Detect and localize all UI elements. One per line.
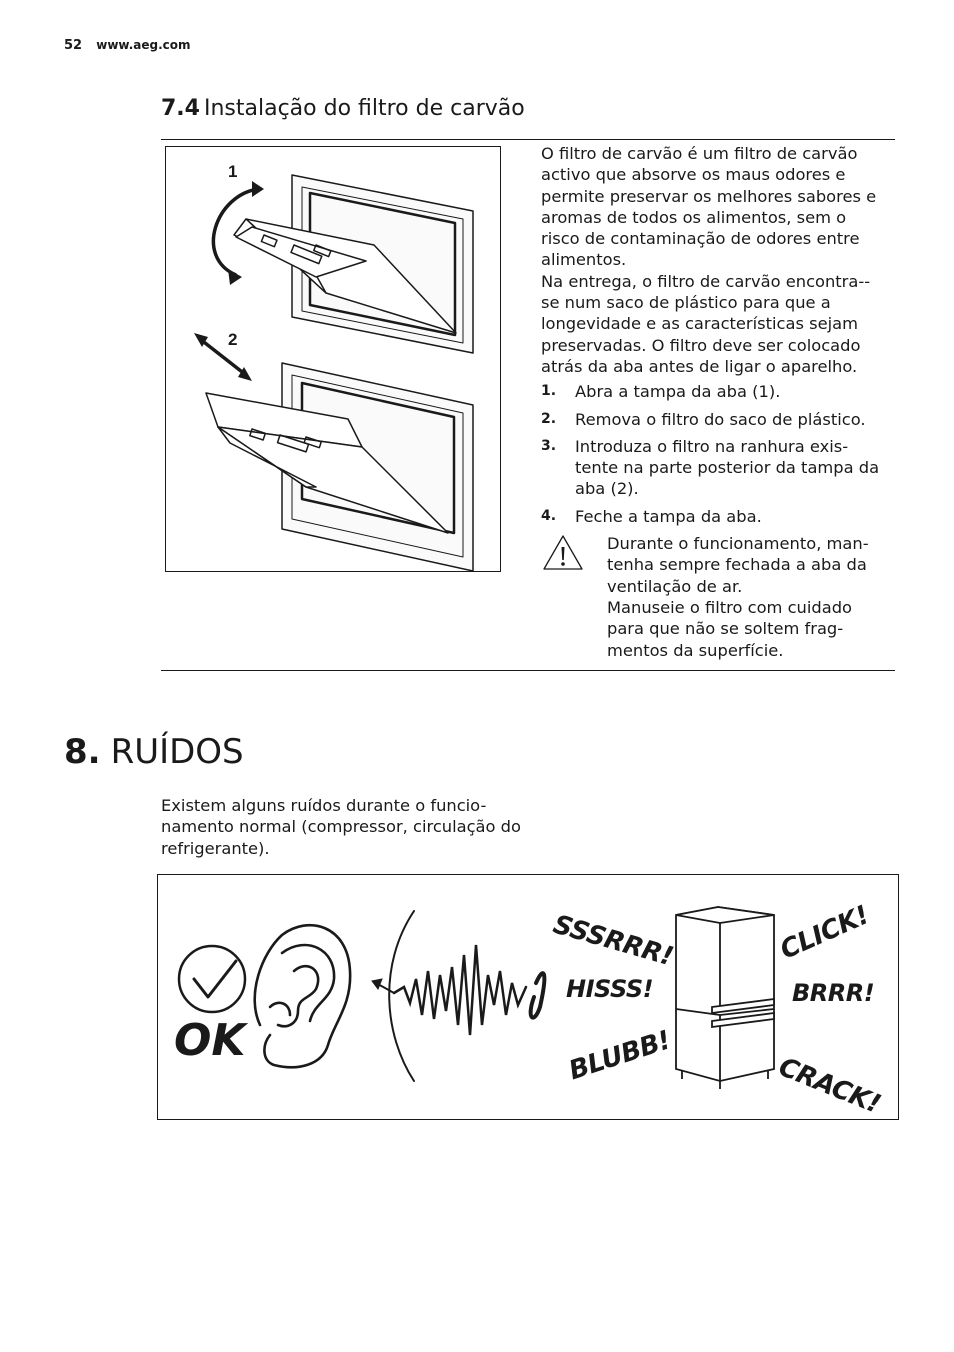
section-title	[161, 96, 525, 121]
ear-icon	[255, 925, 350, 1067]
warning-text	[607, 533, 886, 661]
steps-list	[541, 381, 886, 527]
section-top-rule	[161, 139, 895, 140]
paragraph-intro: O filtro de carvão é um filtro de carvão activo que absorve os maus odores e permite preservar os melhores sabores e aromas de todos os alimentos, sem o risco de contaminação de odores entre alimentos.	[541, 144, 877, 270]
step-number: 3.	[541, 437, 557, 454]
figure-label-2: 2	[228, 330, 238, 349]
website-link[interactable]: www.aeg.com	[96, 38, 191, 52]
list-item	[541, 409, 886, 430]
list-item	[541, 506, 886, 527]
warning-handling: Manuseie o filtro com cuidado para que não se soltem frag-mentos da superfície.	[607, 597, 852, 660]
noises-illustration	[157, 874, 899, 1120]
chapter-intro: Existem alguns ruídos durante o funcio-namento normal (compressor, circulação do refrigerante).	[161, 796, 521, 858]
page-header	[64, 38, 191, 53]
chapter-number: 8.	[64, 732, 101, 772]
step-text: Introduza o filtro na ranhura exis-tente na parte posterior da tampa da aba (2).	[575, 436, 880, 499]
step-text: Remova o filtro do saco de plástico.	[575, 409, 866, 429]
filter-installation-drawing	[166, 147, 500, 571]
page-number: 52	[64, 38, 83, 53]
list-item	[541, 381, 886, 402]
noise-click: CLICK!	[775, 900, 874, 966]
step-number: 1.	[541, 383, 557, 400]
warning-operation: Durante o funcionamento, man-tenha sempre fechada a aba da ventilação de ar.	[607, 534, 869, 596]
noise-brrr: BRRR!	[792, 979, 875, 1007]
step-text: Feche a tampa da aba.	[575, 506, 762, 526]
chapter-title	[64, 732, 244, 772]
noise-crack: CRACK!	[774, 1052, 885, 1120]
warning-triangle-icon	[541, 533, 607, 661]
noise-blubb: BLUBB!	[565, 1025, 675, 1087]
ok-label: OK	[174, 1015, 246, 1066]
section-bottom-rule	[161, 670, 895, 671]
noise-sssrrr: SSSRRR!	[549, 909, 677, 973]
fridge-icon	[676, 907, 774, 1089]
noise-hisss: HISSS!	[566, 975, 654, 1003]
warning-block	[541, 533, 886, 661]
step-text: Abra a tampa da aba (1).	[575, 382, 781, 402]
sound-wave-icon	[372, 911, 544, 1081]
chapter-title-text: RUÍDOS	[110, 732, 244, 772]
section-body	[541, 143, 886, 661]
list-item	[541, 436, 886, 500]
section-number: 7.4	[161, 96, 200, 121]
section-title-text: Instalação do filtro de carvão	[203, 96, 525, 121]
step-number: 4.	[541, 507, 557, 524]
check-circle-icon	[179, 946, 245, 1012]
filter-installation-figure	[165, 146, 501, 572]
figure-label-1: 1	[228, 162, 238, 181]
paragraph-delivery: Na entrega, o filtro de carvão encontra--se num saco de plástico para que a longevidade e as características sejam preservadas. O filtro deve ser colocado atrás da aba antes de ligar o aparelho.	[541, 271, 871, 376]
step-number: 2.	[541, 410, 557, 427]
